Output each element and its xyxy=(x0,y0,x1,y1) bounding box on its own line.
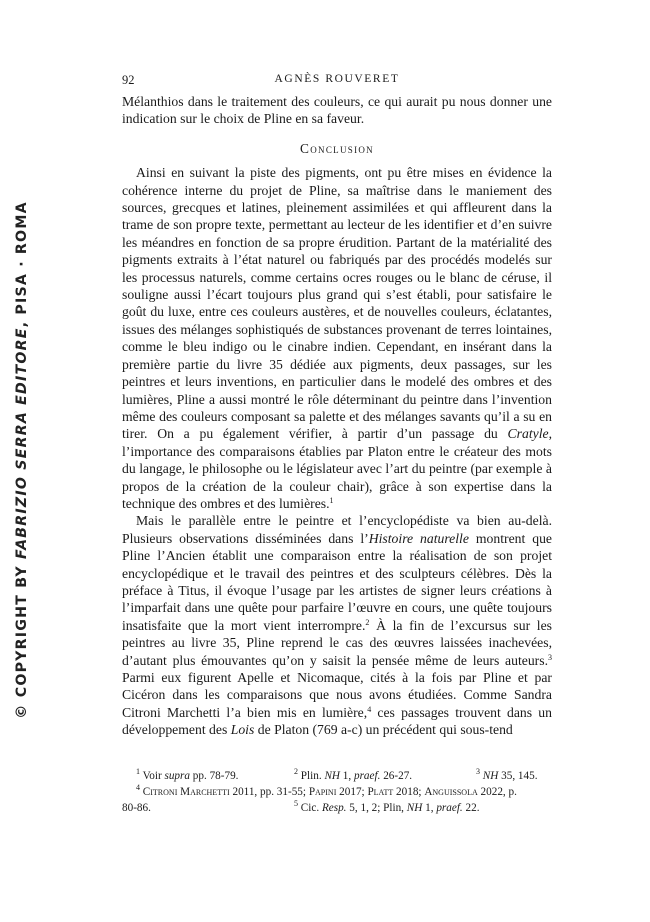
paragraph-2 xyxy=(122,512,552,738)
footnote-2-italic: NH xyxy=(324,770,340,782)
footnote-5-text-c: 1, xyxy=(422,802,437,814)
paragraph-1 xyxy=(122,164,552,512)
p2-text-e: ces passages trouvent dans un développement des xyxy=(122,704,552,738)
footnote-row-1 xyxy=(122,768,552,784)
p1-text-a: Ainsi en suivant la piste des pigments, ont pu être mises en évidence la cohérence interne du projet de Pline, sa maîtrise dans le maniement des sources, grecques et latines, pleinement assimilées et qui affleurent dans la trame de son propre texte, permettant au lecteur de les identifier et d’en suivre les méandres en fonction de sa propre érudition. Partant de la matérialité des pigments extraits à l’état naturel ou fabriqués par des procédés modelés sur les processus naturels, comme certains ocres rouges ou le blanc de céruse, il souligne aussi l’écart toujours plus grand qui s’est établi, pour satisfaire le goût du luxe, entre ces couleurs austères, et de nouvelles couleurs, éclatantes, issues des mélanges sophistiqués de substances provenant de terres lointaines, comme le bleu indigo ou le cinabre indien. Cependant, en insérant dans la première partie du livre 35 dédiée aux pigments, deux passages, sur les peintres et leurs inventions, en particulier dans le modelé des ombres et des lumières, Pline a aussi montré le rôle déterminant du peintre dans l’invention même des couleurs composant sa palette et des mélanges savants qu’il a su en tirer. On a pu également vérifier, à partir d’un passage du xyxy=(122,165,552,442)
p1-italic-title: Cratyle xyxy=(507,426,549,442)
footnote-ref-4[interactable]: 4 xyxy=(367,704,372,714)
footnote-4-text-e: 2022, p. xyxy=(477,786,517,798)
page-number: 92 xyxy=(122,73,135,87)
footnote-1-italic: supra xyxy=(164,770,190,782)
p2-text-f: de Platon (769 a-c) un précédent qui sous-tend xyxy=(254,722,513,738)
p2-text-a: Mais le parallèle entre le peintre et l’encyclopédiste va bien au-delà. Plusieurs observations disséminées dans l’ xyxy=(122,513,552,546)
footnote-3 xyxy=(476,768,538,784)
p1-text-b: , l’importance des comparaisons établies par Platon entre le créateur des mots du langage, le philosophe ou le législateur avec l’art du peintre (par exemple à propos de la création de la couleur chair), grâce à son expertise dans la technique des ombres et des lumières. xyxy=(122,426,552,511)
footnote-2-number: 2 xyxy=(294,767,298,776)
p2-italic-title-1: Histoire naturelle xyxy=(368,530,469,546)
footnote-2-text-a: Plin. xyxy=(300,770,325,782)
footnote-5 xyxy=(294,800,480,816)
footnote-5-text-b: 5, 1, 2; Plin, xyxy=(346,802,407,814)
footnote-1 xyxy=(136,768,238,784)
footnote-5-italic-2: NH xyxy=(406,802,423,814)
copyright-suffix: , PISA · ROMA xyxy=(14,201,30,328)
footnote-ref-1[interactable]: 1 xyxy=(329,495,334,505)
footnote-4-text-c: 2017; xyxy=(336,786,368,798)
footnote-row-2 xyxy=(122,800,552,816)
body-text xyxy=(122,93,552,739)
footnote-5-italic: Resp. xyxy=(321,802,347,814)
footnote-4-text-d: 2018; xyxy=(393,786,425,798)
copyright-notice xyxy=(14,201,30,719)
footnote-4-author-2: Papini xyxy=(308,786,337,798)
footnote-4-number: 4 xyxy=(136,783,140,792)
footnote-5-number: 5 xyxy=(294,799,298,808)
footnote-1-text-a: Voir xyxy=(142,770,165,782)
p2-text-b: montrent que Pline l’Ancien établit une comparaison entre la réalisation de son projet encyclopédique et le travail des peintres et des sculpteurs célèbres. Dès la préface à Titus, il évoque l’usage par les artistes de signer leurs créations à l’imparfait dans une quête pour parfaire l’œuvre en cours, une quête toujours insatisfaite que la mort vient interrompre. xyxy=(122,530,552,633)
footnote-4-text-b: 2011, pp. 31-55; xyxy=(229,786,309,798)
footnote-3-number: 3 xyxy=(476,767,480,776)
footnote-2 xyxy=(294,768,412,784)
footnote-1-text-b: pp. 78-79. xyxy=(189,770,239,782)
running-head: AGNÈS ROUVERET xyxy=(274,73,400,85)
footnote-5-text-a: Cic. xyxy=(300,802,322,814)
page-header xyxy=(122,73,552,91)
footnotes xyxy=(122,768,552,816)
copyright-prefix: © COPYRIGHT BY xyxy=(14,558,30,719)
footnote-3-text-b: 35, 145. xyxy=(498,770,538,782)
footnote-4-author-3: Platt xyxy=(367,786,394,798)
footnote-2-text-b: 1, xyxy=(339,770,354,782)
footnote-4-author-1: Citroni Marchetti xyxy=(142,786,230,798)
p2-italic-title-2: Lois xyxy=(230,722,255,738)
p2-text-c: À la fin de l’excursus sur les peintres au livre 35, Pline reprend le cas des œuvres laissées inachevées, d’autant plus émouvantes qu’on y saisit la pensée même de leurs auteurs. xyxy=(122,617,553,668)
intro-paragraph: Mélanthios dans le traitement des couleurs, ce qui aurait pu nous donner une indication sur le choix de Pline en sa faveur. xyxy=(122,94,552,127)
footnote-4-author-4: Anguissola xyxy=(424,786,478,798)
footnote-4 xyxy=(122,784,552,800)
footnote-5-italic-3: praef. xyxy=(436,802,463,814)
footnote-2-italic-2: praef. xyxy=(353,770,381,782)
copyright-publisher: FABRIZIO SERRA EDITORE xyxy=(14,327,30,559)
footnote-4-line-2: 80-86. xyxy=(122,802,151,814)
footnote-5-text-d: 22. xyxy=(462,802,480,814)
section-title: Conclusion xyxy=(300,140,374,156)
footnote-3-italic: NH xyxy=(482,770,499,782)
p2-text-d: Parmi eux figurent Apelle et Nicomaque, cités à la fois par Pline et par Cicéron dans les comparaisons que nous avons étudiées. Comme Sandra Citroni Marchetti l’a bien mis en lumière, xyxy=(122,670,552,720)
footnote-ref-2[interactable]: 2 xyxy=(365,617,370,627)
footnote-1-number: 1 xyxy=(136,767,140,776)
footnote-2-text-c: 26-27. xyxy=(380,770,413,782)
footnote-ref-3[interactable]: 3 xyxy=(548,652,552,662)
